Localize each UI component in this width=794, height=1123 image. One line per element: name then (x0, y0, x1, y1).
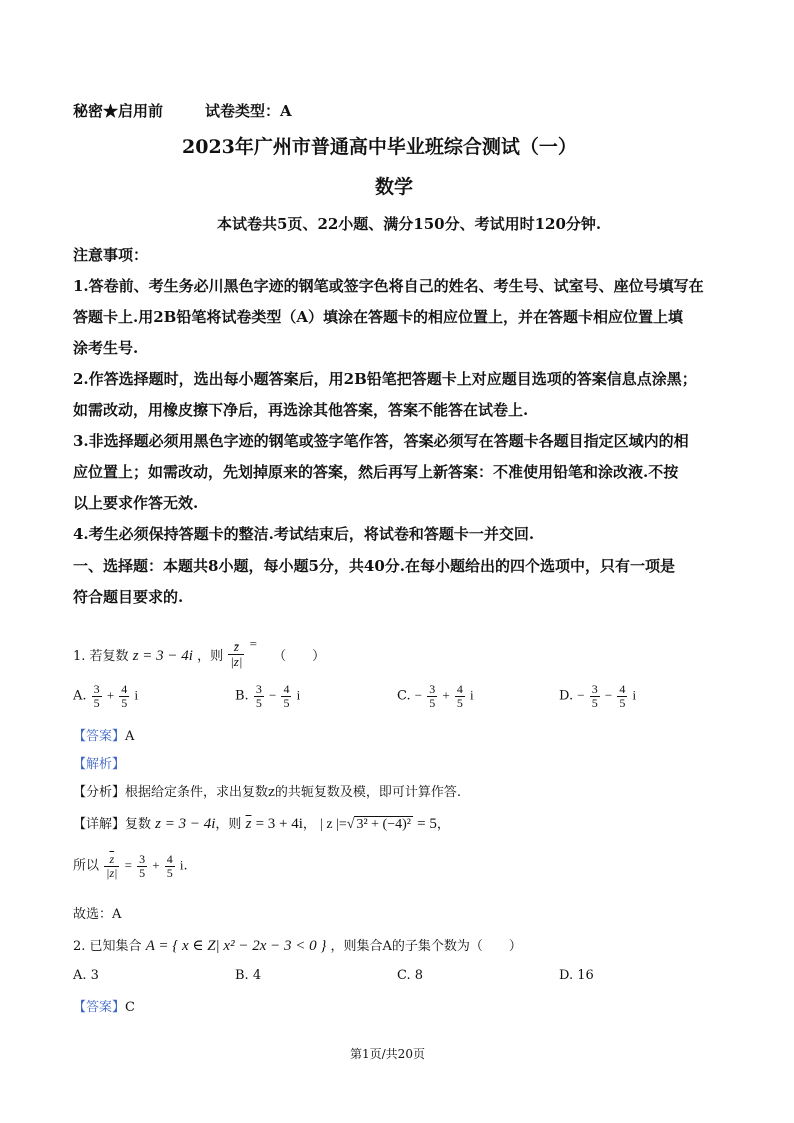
q1-xj-expr1: z = 3 − 4i (155, 816, 216, 832)
q1-option-a-frac1-num: 3 (93, 682, 100, 696)
q1-option-b-frac1 (254, 683, 264, 709)
q1-result-end: . (183, 858, 188, 874)
q1-option-b-frac2-den: 5 (283, 695, 290, 710)
q1-option-c-frac1 (427, 683, 437, 709)
q1-option-a-frac1 (92, 683, 102, 709)
q1-option-c-sign: − (414, 687, 423, 703)
question-1-mid: ，则 (197, 649, 224, 664)
q1-suoyi: 所以 (73, 858, 100, 874)
q1-answer (73, 725, 134, 744)
q2-answer-tag: 【答案】 (73, 1000, 126, 1015)
paper-type-label: 试卷类型：A (205, 102, 292, 120)
notice-2-line-2: 如需改动，用橡皮擦下净后，再选涂其他答案，答案不能答在试卷上. (73, 401, 529, 419)
q2-option-a: A. 3 (73, 968, 99, 983)
q1-result-frac-num: $\overline{z}$ (104, 853, 119, 867)
notice-2-line-1: 2.作答选择题时，选出每小题答案后，用2B铅笔把答题卡上对应题目选项的答案信息点涂黑； (73, 370, 697, 388)
q1-option-a (73, 683, 138, 709)
q1-xj-mod-val: = 5 (417, 816, 437, 832)
q1-option-c (397, 683, 474, 709)
question-2-set: A = { x ∈ Z| x² − 2x − 3 < 0 } (145, 938, 327, 954)
q1-fenxi-tag: 【分析】 (73, 785, 126, 800)
subject-title: 数学 (375, 176, 414, 198)
question-2-prefix: 2. 已知集合 (73, 939, 142, 954)
q2-answer (73, 996, 135, 1015)
q1-xj-conj: $\overline{z}$ (245, 816, 252, 832)
question-1-blank: （ ） (273, 649, 326, 664)
q1-xiangjie-tag: 【详解】 (73, 817, 126, 832)
q1-option-d-frac1 (590, 683, 600, 709)
q1-result-a-num: 3 (139, 852, 146, 866)
notice-heading: 注意事项： (73, 246, 149, 264)
q2-option-d: D. 16 (559, 968, 594, 983)
question-1-frac-denominator: |z| (230, 654, 243, 669)
notice-3-line-2: 应位置上；如需改动，先划掉原来的答案，然后再写上新答案：不准使用铅笔和涂改液.不按 (73, 463, 679, 481)
secret-label: 秘密★启用前 (73, 102, 164, 120)
q1-xj-end: ， (436, 817, 450, 832)
q1-result-frac-a (137, 853, 147, 879)
question-1-frac-numerator: z̄ (228, 640, 244, 655)
q1-choice: 故选：A (73, 907, 122, 922)
q1-option-d-frac1-num: 3 (591, 682, 598, 696)
q1-option-c-frac2 (455, 683, 465, 709)
q1-result-op: + (152, 857, 160, 873)
q1-option-a-frac2-den: 5 (121, 695, 128, 710)
question-1-fraction (228, 640, 244, 668)
q1-option-d-frac2 (617, 683, 627, 709)
q1-answer-tag: 【答案】 (73, 729, 126, 744)
q1-result-b-num: 4 (166, 852, 173, 866)
q1-option-d-label: D. (559, 688, 574, 704)
q1-option-b-frac2-num: 4 (283, 682, 290, 696)
q1-option-c-frac1-den: 5 (429, 695, 436, 710)
notice-4-line-1: 4.考生必须保持答题卡的整洁.考试结束后，将试卷和答题卡一并交回. (73, 525, 535, 543)
q1-option-c-unit: i (470, 687, 474, 703)
q1-option-d-frac2-num: 4 (619, 682, 626, 696)
q1-xj-conj-val: = 3 + 4i (255, 816, 303, 832)
q1-option-d-sign: − (577, 687, 585, 703)
q2-answer-value: C (125, 1000, 135, 1015)
q1-result-a-den: 5 (139, 865, 146, 880)
q1-option-d-frac1-den: 5 (591, 695, 598, 710)
question-1-expression: z = 3 − 4i (132, 648, 193, 664)
q1-option-c-label: C. (397, 688, 411, 704)
q1-option-b (235, 683, 300, 709)
q1-result-eq: = (124, 857, 132, 873)
q1-option-a-frac2-num: 4 (121, 682, 128, 696)
q1-xj-mod: | z |= (320, 817, 347, 832)
q1-option-b-op: − (268, 687, 277, 703)
q1-option-a-op: + (106, 687, 115, 703)
q1-option-a-frac1-den: 5 (93, 695, 100, 710)
q1-option-a-unit: i (134, 687, 139, 703)
notice-1-line-3: 涂考生号. (73, 339, 139, 357)
notice-1-line-2: 答题卡上.用2B铅笔将试卷类型（A）填涂在答题卡的相应位置上，并在答题卡相应位置上填 (73, 308, 683, 326)
q1-result (73, 853, 188, 879)
q1-result-unit: i (179, 857, 184, 873)
q1-xj-text1: 复数 (125, 817, 152, 832)
q1-option-c-frac2-num: 4 (456, 682, 463, 696)
notice-3-line-3: 以上要求作答无效. (73, 494, 199, 512)
q1-answer-value: A (125, 729, 135, 744)
q1-result-frac-den: |z| (106, 865, 118, 880)
q1-result-frac (104, 853, 119, 879)
section-heading-line-2: 符合题目要求的. (73, 588, 184, 606)
page-title: 2023年广州市普通高中毕业班综合测试（一） (182, 136, 577, 158)
q1-fenxi-text: 根据给定条件，求出复数z的共轭复数及模，即可计算作答. (125, 785, 461, 800)
q1-option-a-frac2 (119, 683, 129, 709)
q1-xj-sep: ， (302, 817, 316, 832)
question-2-suffix: ，则集合A的子集个数为（ ） (330, 939, 522, 954)
q1-option-b-frac1-den: 5 (255, 695, 262, 710)
section-heading-line-1: 一、选择题：本题共8小题，每小题5分，共40分.在每小题给出的四个选项中，只有一项是 (73, 557, 675, 575)
q1-xj-sqrt: 3² + (−4)² (356, 817, 411, 832)
q1-option-d-frac2-den: 5 (619, 695, 626, 710)
q1-option-b-frac2 (281, 683, 291, 709)
q1-option-c-op: + (442, 687, 450, 703)
question-1-equals: = (249, 636, 257, 651)
q1-option-d-unit: i (632, 687, 637, 703)
question-2-stem (73, 935, 522, 955)
q1-option-c-frac1-num: 3 (429, 682, 436, 696)
page-footer: 第1页/共20页 (350, 1047, 425, 1061)
notice-1-line-1: 1.答卷前、考生务必川黑色字迹的钢笔或签字色将自己的姓名、考生号、试室号、座位号填写在 (73, 277, 704, 295)
q1-xiangjie: 【详解】复数 z = 3 − 4i，则 $\overline{z} = 3 + 4i$， | z |=√ 3² + (−4)² = 5， (73, 816, 450, 832)
q1-option-d (559, 683, 636, 709)
q1-analysis-tag: 【解析】 (73, 757, 126, 772)
q2-option-b: B. 4 (235, 968, 262, 983)
q1-xj-text2: ，则 (215, 817, 242, 832)
exam-info: 本试卷共5页、22小题、满分150分、考试用时120分钟. (217, 215, 602, 233)
q1-result-frac-b (165, 853, 175, 879)
question-1-stem (73, 636, 325, 669)
q1-option-b-unit: i (296, 687, 301, 703)
q1-result-b-den: 5 (166, 865, 173, 880)
q1-option-a-label: A. (73, 688, 87, 704)
notice-3-line-1: 3.非选择题必须用黑色字迹的钢笔或签字笔作答，答案必须写在答题卡各题目指定区域内的相 (73, 432, 689, 450)
q1-option-d-op: − (604, 687, 613, 703)
q1-option-c-frac2-den: 5 (456, 695, 463, 710)
q2-option-c: C. 8 (397, 968, 424, 983)
q1-option-b-label: B. (235, 688, 249, 704)
question-1-prefix: 1. 若复数 (73, 649, 129, 664)
q1-option-b-frac1-num: 3 (255, 682, 262, 696)
q1-fenxi (73, 781, 461, 800)
